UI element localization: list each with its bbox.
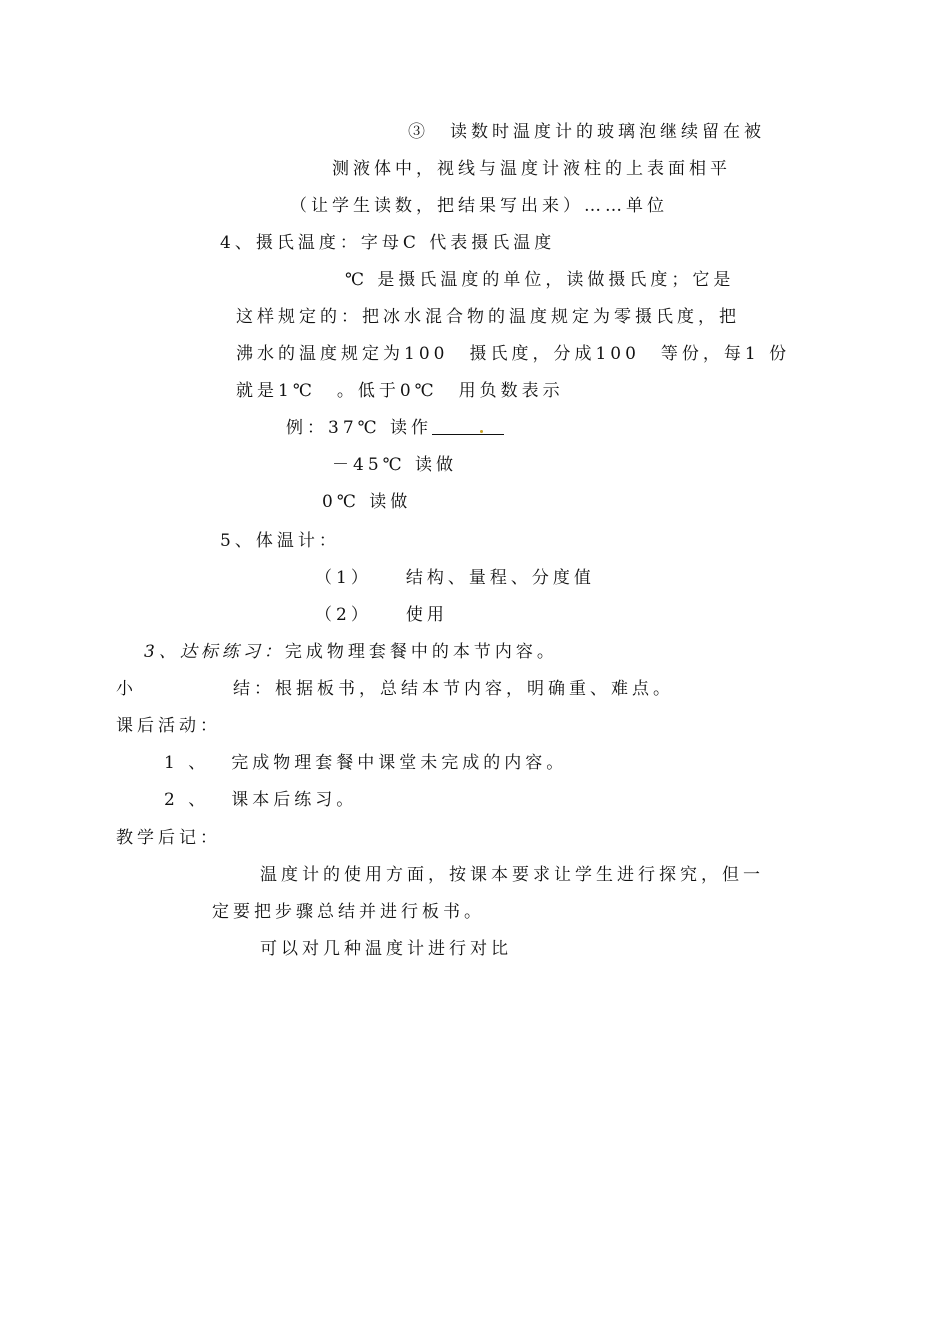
clinical-item-1-number: （1） bbox=[315, 568, 372, 588]
reading-step-3-line3: （让学生读数，把结果写出来）……单位 bbox=[290, 196, 668, 216]
after-class-item-2-text: 课本后练习。 bbox=[231, 790, 358, 810]
celsius-heading: 4、摄氏温度：字母C 代表摄氏温度 bbox=[220, 233, 556, 253]
celsius-definition-line3: 沸水的温度规定为100 摄氏度，分成100 等份，每1 份 bbox=[236, 344, 791, 364]
clinical-item-2-text: 使用 bbox=[405, 605, 448, 625]
clinical-item-1 bbox=[315, 567, 595, 589]
reading-step-3-line2: 测液体中，视线与温度计液柱的上表面相平 bbox=[332, 159, 731, 179]
summary-text: 结：根据板书，总结本节内容，明确重、难点。 bbox=[233, 679, 674, 699]
clinical-thermometer-heading: 5、体温计： bbox=[220, 531, 340, 551]
reflection-line2: 定要把步骤总结并进行板书。 bbox=[212, 902, 485, 922]
example-prefix: 例：37℃ 读作 bbox=[286, 418, 433, 438]
clinical-item-2 bbox=[315, 604, 448, 626]
reading-step-3-line1: ③ 读数时温度计的玻璃泡继续留在被 bbox=[408, 122, 765, 142]
clinical-item-1-text: 结构、量程、分度值 bbox=[405, 568, 595, 588]
clinical-item-2-number: （2） bbox=[315, 605, 372, 625]
blank-mark bbox=[480, 430, 483, 433]
after-class-item-1-text: 完成物理套餐中课堂未完成的内容。 bbox=[231, 753, 568, 773]
example-line bbox=[286, 417, 504, 439]
practice-line bbox=[144, 641, 558, 663]
reflection-heading: 教学后记： bbox=[116, 828, 221, 848]
after-class-heading: 课后活动： bbox=[116, 716, 221, 736]
celsius-definition-line4: 就是1℃ 。低于0℃ 用负数表示 bbox=[236, 381, 564, 401]
celsius-definition-line1: ℃ 是摄氏温度的单位，读做摄氏度；它是 bbox=[345, 270, 735, 290]
practice-label: 3、达标练习： bbox=[144, 642, 285, 662]
celsius-definition-line2: 这样规定的：把冰水混合物的温度规定为零摄氏度，把 bbox=[236, 307, 740, 327]
reflection-line1: 温度计的使用方面，按课本要求让学生进行探究，但一 bbox=[260, 865, 764, 885]
after-class-item-1 bbox=[164, 752, 567, 774]
example-negative: －45℃ 读做 bbox=[332, 455, 458, 475]
summary-line bbox=[116, 678, 674, 700]
after-class-item-2 bbox=[164, 789, 357, 811]
example-zero: 0℃ 读做 bbox=[322, 492, 412, 512]
summary-char: 小 bbox=[116, 679, 137, 699]
after-class-item-1-number: 1 、 bbox=[164, 753, 210, 773]
fill-blank bbox=[432, 418, 504, 435]
practice-text: 完成物理套餐中的本节内容。 bbox=[284, 642, 558, 662]
after-class-item-2-number: 2 、 bbox=[164, 790, 210, 810]
reflection-line3: 可以对几种温度计进行对比 bbox=[260, 939, 512, 959]
